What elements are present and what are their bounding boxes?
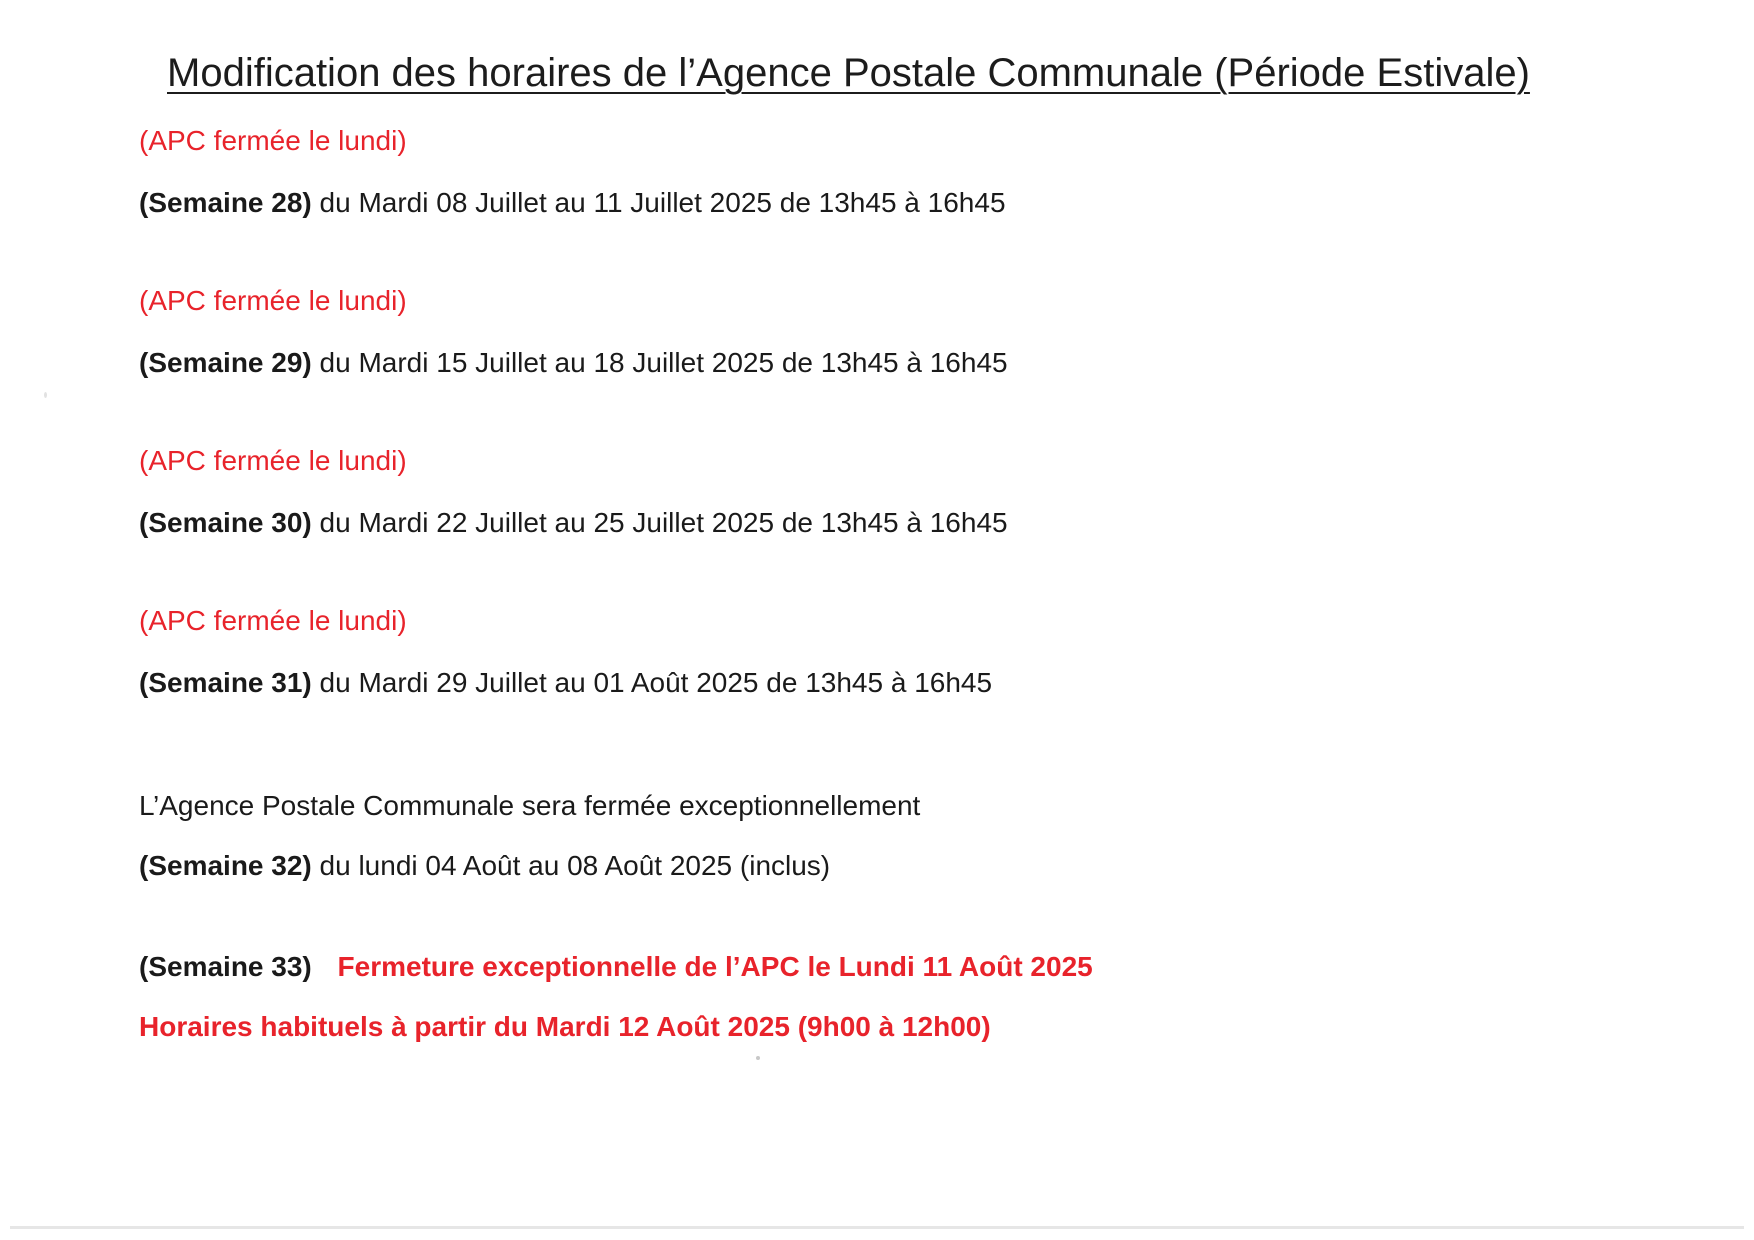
scan-speck [756,1056,760,1060]
week-hours: du Mardi 29 Juillet au 01 Août 2025 de 13h45 à 16h45 [319,667,993,698]
monday-closure-text: Fermeture exceptionnelle de l’APC le Lundi 11 Août 2025 [337,951,1093,982]
closed-monday-note: (APC fermée le lundi) [139,125,407,156]
closed-monday-note: (APC fermée le lundi) [139,445,407,476]
week-hours: du Mardi 22 Juillet au 25 Juillet 2025 de 13h45 à 16h45 [319,507,1008,538]
scan-edge [10,1226,1744,1229]
week-29-schedule [139,345,1008,381]
exceptional-closure-intro: L’Agence Postale Communale sera fermée exceptionnellement [139,790,921,821]
week-label: (Semaine 28) [139,187,312,218]
page-title: Modification des horaires de l’Agence Postale Communale (Période Estivale) [167,51,1530,95]
week-33-closure [139,949,1093,985]
week-label: (Semaine 29) [139,347,312,378]
week-32-schedule [139,848,830,884]
week-30-schedule [139,505,1008,541]
week-label: (Semaine 32) [139,850,312,881]
week-hours: du Mardi 08 Juillet au 11 Juillet 2025 de 13h45 à 16h45 [319,187,1006,218]
week-label: (Semaine 33) [139,951,312,982]
week-label: (Semaine 30) [139,507,312,538]
week-label: (Semaine 31) [139,667,312,698]
week-31-schedule [139,665,992,701]
week-closure-dates: du lundi 04 Août au 08 Août 2025 (inclus) [319,850,831,881]
closed-monday-note: (APC fermée le lundi) [139,605,407,636]
scan-speck [44,392,47,398]
week-hours: du Mardi 15 Juillet au 18 Juillet 2025 de 13h45 à 16h45 [319,347,1008,378]
closed-monday-note: (APC fermée le lundi) [139,285,407,316]
week-28-schedule [139,185,1006,221]
usual-hours-resume: Horaires habituels à partir du Mardi 12 Août 2025 (9h00 à 12h00) [139,1011,991,1042]
